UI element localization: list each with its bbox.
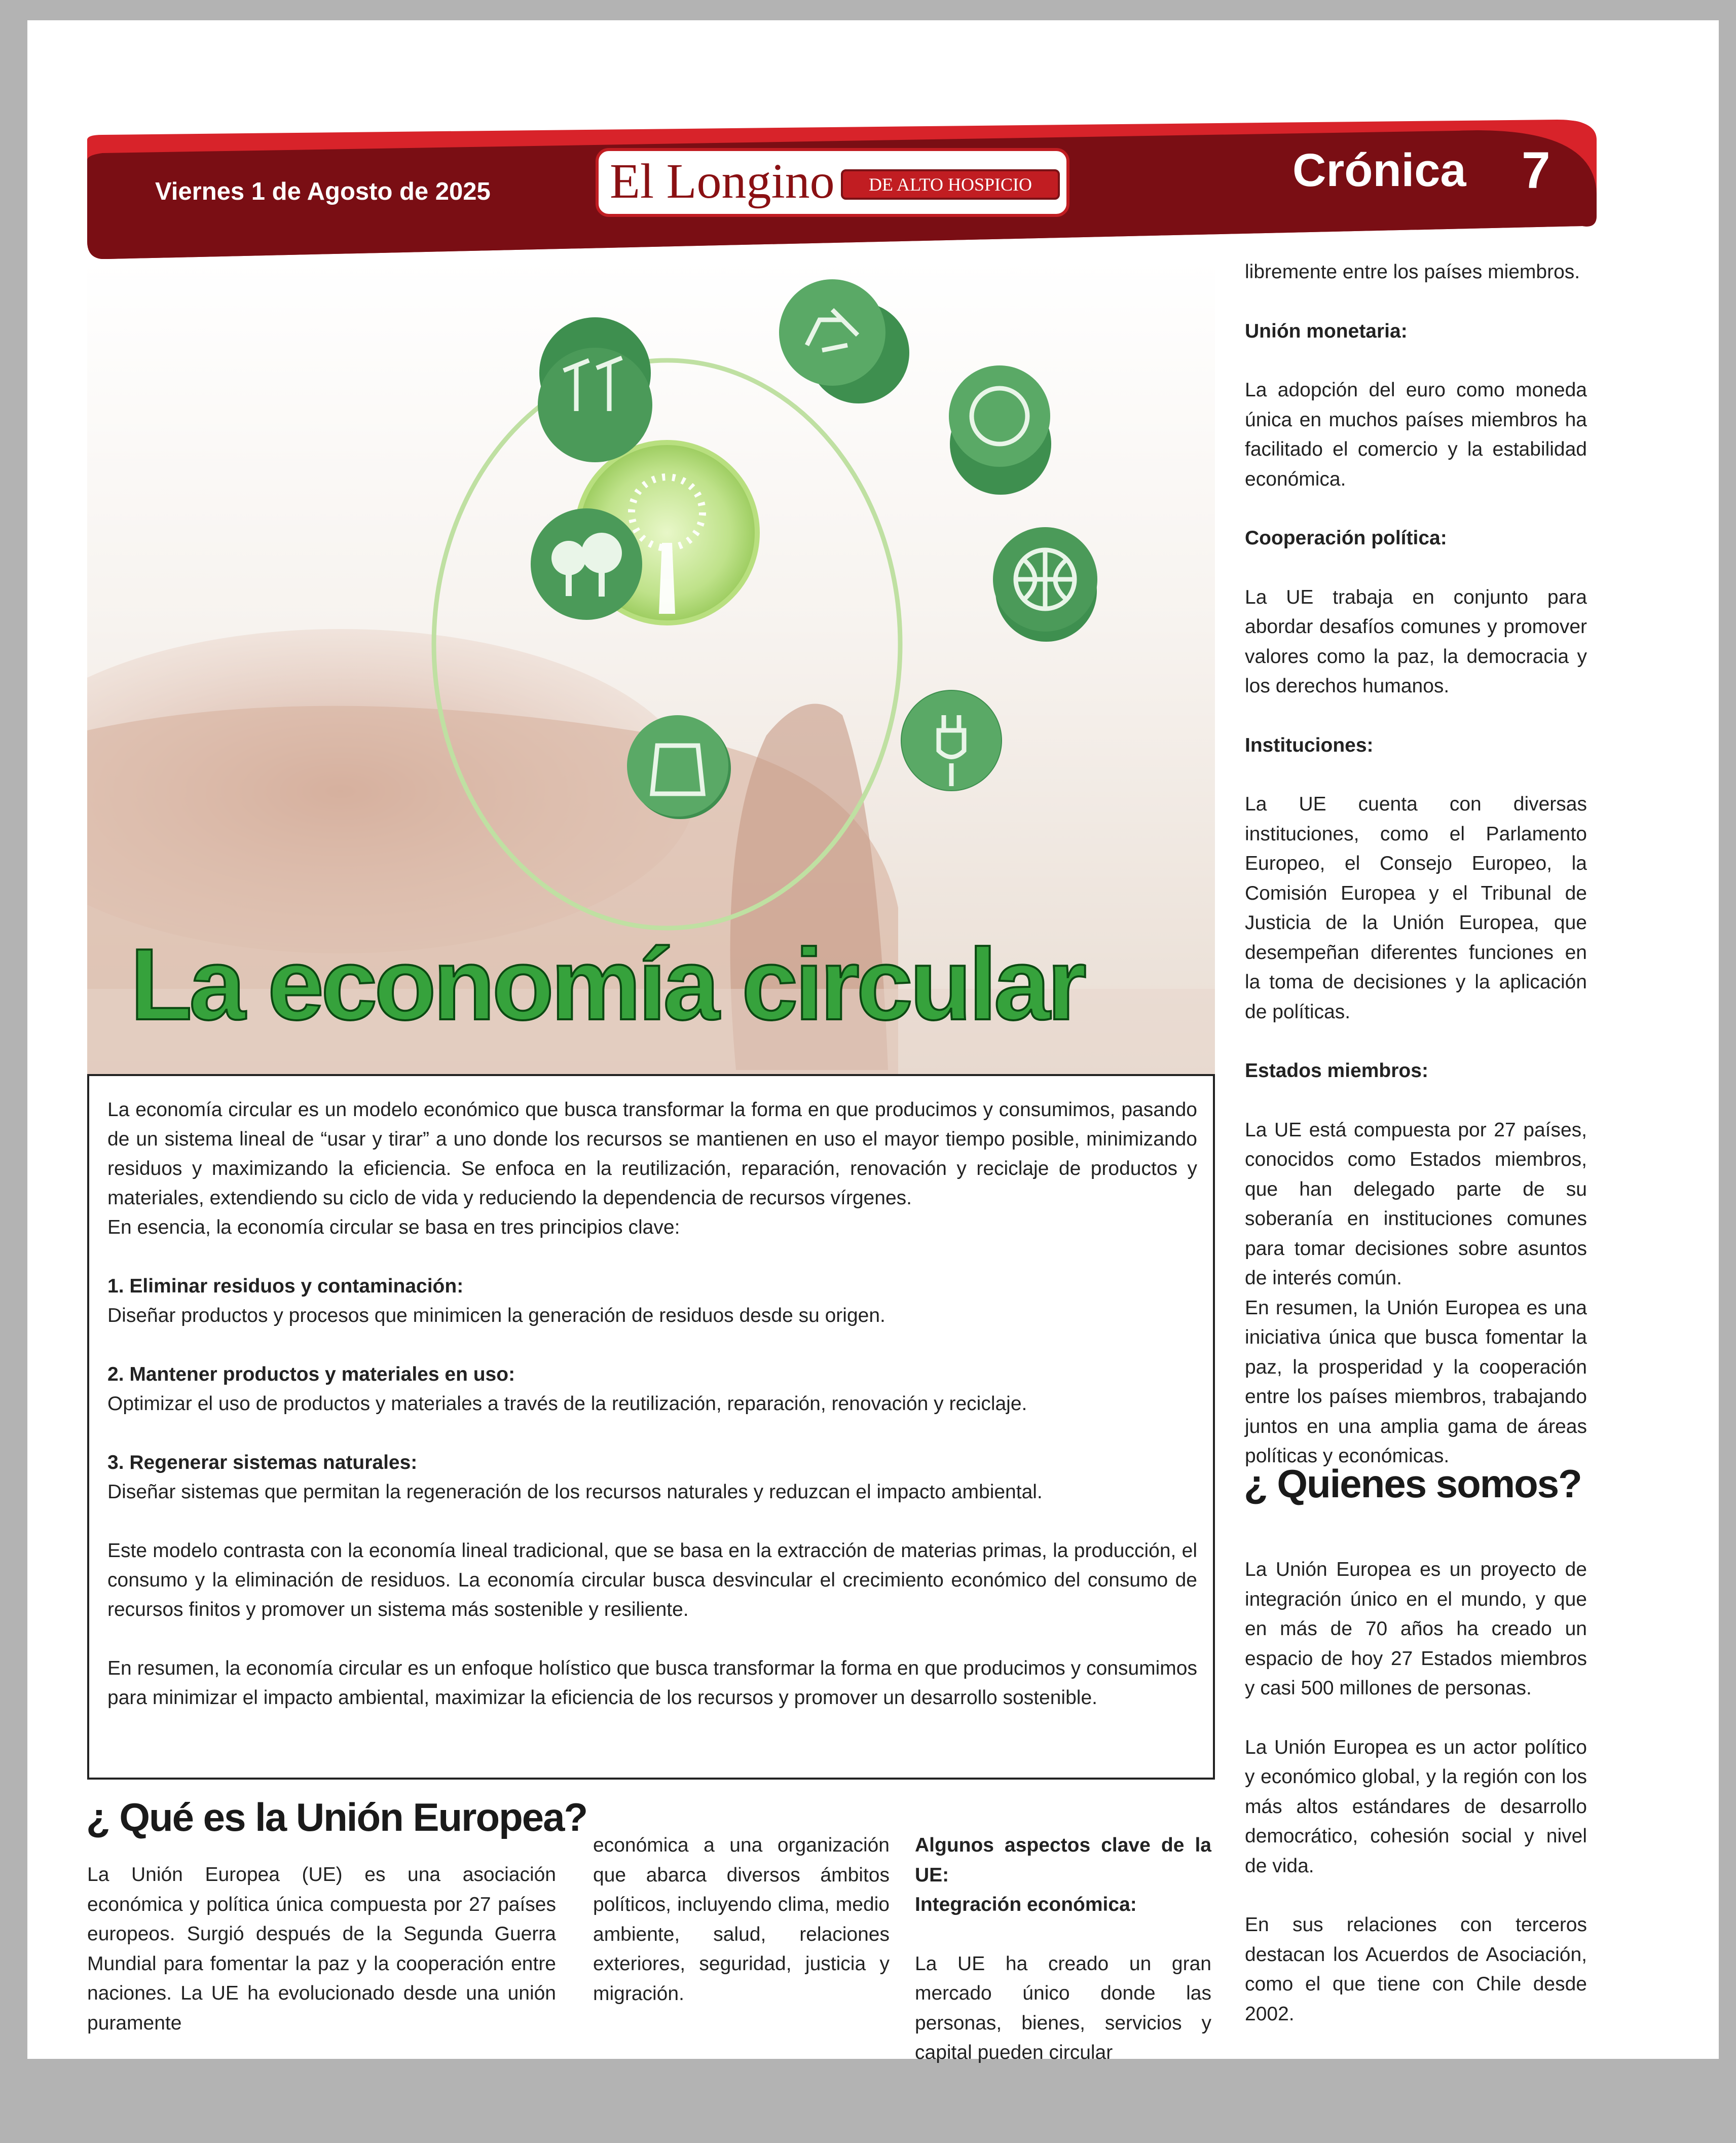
monetaria-text: La adopción del euro como moneda única en muchos países miembros ha facilitado el comercio y la estabilidad económica.	[1245, 379, 1587, 490]
instituciones-text: La UE cuenta con diversas instituciones, como el Parlamento Europeo, el Consejo Europeo, la Comisión Europea y el Tribunal de Justicia de la Unión Europea, que desempeñan diferentes funciones en la toma de decisiones y la aplicación de políticas.	[1245, 793, 1587, 1023]
resumen-text: En resumen, la Unión Europea es una iniciativa única que busca fomentar la paz, la prosperidad y la cooperación entre los países miembros, trabajando juntos en una amplia gama de áreas políticas y económicas.	[1245, 1297, 1587, 1467]
article-box	[87, 1074, 1215, 1780]
eu-column-2	[593, 1831, 890, 2009]
instituciones-title: Instituciones:	[1245, 734, 1374, 756]
section-title: Crónica	[1292, 144, 1466, 196]
article-contrast: Este modelo contrasta con la economía lineal tradicional, que se basa en la extracción de materias primas, la producción, el consumo y la eliminación de residuos. La economía circular busca desvincular el crecimiento económico del consumo de recursos finitos y promover un sistema más sostenible y resiliente.	[107, 1540, 1197, 1620]
principle-3-title: 3. Regenerar sistemas naturales:	[107, 1452, 418, 1473]
eu-col3-subtitle: Integración económica:	[915, 1894, 1137, 1915]
wind-turbines-icon	[538, 348, 652, 462]
eu-col3-title: Algunos aspectos clave de la UE:	[915, 1834, 1211, 1886]
estados-text: La UE está compuesta por 27 países, conocidos como Estados miembros, que han delegado parte de su soberanía en instituciones comunes para tomar decisiones sobre asuntos de interés común.	[1245, 1119, 1587, 1289]
article-summary: En resumen, la economía circular es un enfoque holístico que busca transformar la forma en que producimos y consumimos para minimizar el impacto ambiental, maximizar la eficiencia de los recursos y promover un desarrollo sostenible.	[107, 1657, 1197, 1709]
article-intro-2: En esencia, la economía circular se basa en tres principios clave:	[107, 1216, 680, 1238]
page-header	[87, 120, 1597, 259]
eu-heading: ¿ Qué es la Unión Europea?	[86, 1795, 587, 1839]
headline: La economía circular	[130, 928, 1084, 1041]
eu-col2-text: económica a una organización que abarca diversos ámbitos políticos, incluyendo clima, medio ambiente, salud, relaciones exteriores, seguridad, justicia y migración.	[593, 1834, 890, 2005]
cooperacion-text: La UE trabaja en conjunto para abordar desafíos comunes y promover valores como la paz, la democracia y los derechos humanos.	[1245, 586, 1587, 697]
principle-2-text: Optimizar el uso de productos y materiales a través de la reutilización, reparación, renovación y reciclaje.	[107, 1393, 1027, 1415]
principle-2-title: 2. Mantener productos y materiales en uso:	[107, 1363, 515, 1385]
article-intro: La economía circular es un modelo económico que busca transformar la forma en que producimos y consumimos, pasando de un sistema lineal de “usar y tirar” a uno donde los recursos se mantienen en uso el mayor tiempo posible, minimizando residuos y maximizando la eficiencia. Se enfoca en la reutilización, reparación, renovación y reciclaje de productos y materiales, extendiendo su ciclo de vida y reduciendo la dependencia de recursos vírgenes.	[107, 1099, 1197, 1209]
eu-column-3	[915, 1831, 1211, 2068]
quienes-text-3: En sus relaciones con terceros destacan los Acuerdos de Asociación, como el que tiene con Chile desde 2002.	[1245, 1914, 1587, 2025]
issue-date: Viernes 1 de Agosto de 2025	[155, 178, 491, 205]
logo-name: El Longino	[610, 154, 835, 209]
right-column	[1245, 257, 1587, 1471]
cooperacion-title: Cooperación política:	[1245, 527, 1447, 549]
article-body	[107, 1095, 1197, 1713]
eu-col1-text: La Unión Europea (UE) es una asociación económica y política única compuesta por 27 países europeos. Surgió después de la Segunda Guerra Mundial para fomentar la paz y la cooperación entre naciones. La UE ha evolucionado desde una unión puramente	[87, 1864, 556, 2034]
masthead-logo	[596, 148, 1069, 217]
principle-1-title: 1. Eliminar residuos y contaminación:	[107, 1275, 464, 1297]
hero-image	[87, 259, 1215, 1074]
recycle-bag-icon	[627, 715, 728, 817]
eu-col3-text: La UE ha creado un gran mercado único donde las personas, bienes, servicios y capital pueden circular	[915, 1952, 1211, 2063]
battery-recycle-icon	[949, 365, 1050, 467]
recycle-icon	[779, 279, 885, 386]
logo-subtitle: DE ALTO HOSPICIO	[841, 169, 1060, 200]
quienes-column	[1245, 1555, 1587, 2029]
monetaria-title: Unión monetaria:	[1245, 320, 1408, 342]
right-continuation: libremente entre los países miembros.	[1245, 261, 1580, 283]
principle-3-text: Diseñar sistemas que permitan la regeneración de los recursos naturales y reduzcan el impacto ambiental.	[107, 1481, 1043, 1503]
page-number: 7	[1522, 141, 1550, 199]
quienes-text-1: La Unión Europea es un proyecto de integración único en el mundo, y que en más de 70 años ha creado un espacio de hoy 27 Estados miembros y casi 500 millones de personas.	[1245, 1559, 1587, 1699]
eu-column-1	[87, 1860, 556, 2038]
principle-1-text: Diseñar productos y procesos que minimicen la generación de residuos desde su origen.	[107, 1305, 885, 1326]
quienes-heading: ¿ Quienes somos?	[1244, 1461, 1581, 1506]
quienes-text-2: La Unión Europea es un actor político y económico global, y la región con los más altos estándares de desarrollo democrático, cohesión social y nivel de vida.	[1245, 1736, 1587, 1877]
estados-title: Estados miembros:	[1245, 1060, 1428, 1082]
